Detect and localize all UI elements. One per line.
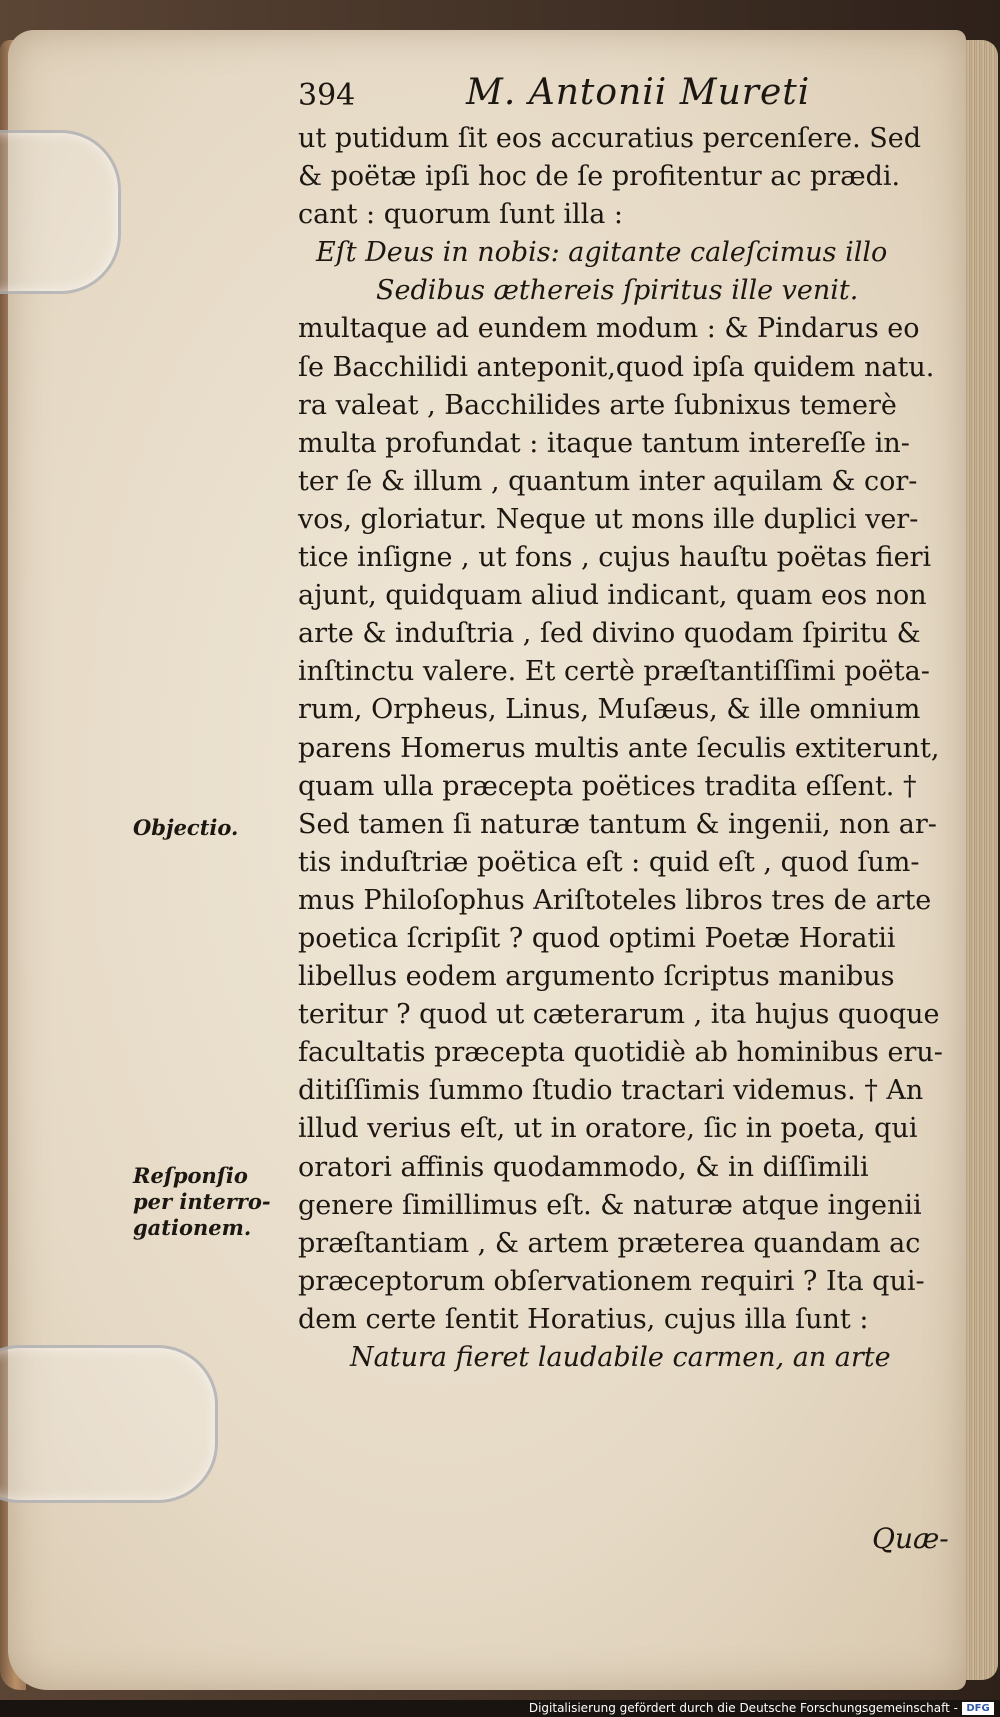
page-header (298, 60, 948, 120)
text-line: arte & induſtria , ſed divino quodam ſpiritu & (298, 618, 921, 650)
text-line: dem certe ſentit Horatius, cujus illa ſunt : (298, 1303, 869, 1335)
text-line: rum, Orpheus, Linus, Muſæus, & ille omnium (298, 694, 921, 726)
text-line: præceptorum obſervationem requiri ? Ita qui- (298, 1265, 925, 1297)
running-head: M. Antonii Mureti (466, 72, 811, 113)
text-line: quam ulla præcepta poëtices tradita eſſent. † (298, 770, 917, 802)
text-line: inſtinctu valere. Et certè præſtantiſſimi poëta- (298, 656, 930, 688)
text-line: ditiſſimis ſummo ſtudio tractari videmus. † An (298, 1075, 924, 1107)
margin-note-line: per interro- (133, 1189, 271, 1214)
dfg-logo: DFG (962, 1702, 994, 1715)
text-line: vos, gloriatur. Neque ut mons ille duplici ver- (298, 503, 919, 535)
text-line: tis induſtriæ poëtica eſt : quid eſt , quod ſum- (298, 846, 920, 878)
text-line: ajunt, quidquam aliud indicant, quam eos non (298, 580, 927, 612)
text-line: Sed tamen ſi naturæ tantum & ingenii, non ar- (298, 808, 937, 840)
text-line: multaque ad eundem modum : & Pindarus eo (298, 313, 920, 345)
text-line: ter ſe & illum , quantum inter aquilam & cor- (298, 465, 918, 497)
text-line: ra valeat , Bacchilides arte ſubnixus temerè (298, 389, 897, 421)
text-line: & poëtæ ipſi hoc de ſe profitentur ac prædi. (298, 161, 901, 193)
text-line: teritur ? quod ut cæterarum , ita hujus quoque (298, 999, 940, 1031)
page-clip-top (0, 130, 121, 294)
text-line: genere ſimillimus eſt. & naturæ atque ingenii (298, 1189, 922, 1221)
text-line: multa profundat : itaque tantum intereſſe in- (298, 427, 910, 459)
text-line: poetica ſcripſit ? quod optimi Poetæ Horatii (298, 922, 896, 954)
margin-note-responsio (133, 1163, 283, 1241)
margin-note-line: gationem. (133, 1215, 252, 1240)
text-line: oratori affinis quodammodo, & in diſſimili (298, 1151, 869, 1183)
text-line: facultatis præcepta quotidiè ab hominibus eru- (298, 1037, 943, 1069)
page-clip-bottom (0, 1345, 218, 1503)
text-line: libellus eodem argumento ſcriptus manibus (298, 961, 895, 993)
text-line: mus Philoſophus Ariſtoteles libros tres de arte (298, 884, 932, 916)
text-line: Eſt Deus in nobis: agitante caleſcimus illo (316, 237, 888, 269)
text-line: Sedibus æthereis ſpiritus ille venit. (376, 275, 859, 307)
body-text (298, 120, 948, 1377)
text-line: parens Homerus multis ante ſeculis extiterunt, (298, 732, 940, 764)
text-line: tice inſigne , ut fons , cujus hauſtu poëtas fieri (298, 542, 932, 574)
text-line: præſtantiam , & artem præterea quandam ac (298, 1227, 921, 1259)
text-line: ut putidum ſit eos accuratius percenſere. Sed (298, 123, 922, 154)
page-number: 394 (298, 78, 356, 113)
margin-note-objectio: Objectio. (133, 815, 239, 840)
catchword: Quæ- (872, 1522, 949, 1555)
text-line: illud verius eſt, ut in oratore, ſic in poeta, qui (298, 1113, 918, 1145)
margin-note-line: Reſponſio (133, 1163, 248, 1188)
text-line: ſe Bacchilidi anteponit,quod ipſa quidem natu. (298, 351, 935, 383)
text-line: Natura fieret laudabile carmen, an arte (350, 1342, 891, 1373)
footer-credit: Digitalisierung gefördert durch die Deutsche Forschungsgemeinschaft - (528, 1701, 958, 1715)
text-line: cant : quorum ſunt illa : (298, 199, 624, 231)
